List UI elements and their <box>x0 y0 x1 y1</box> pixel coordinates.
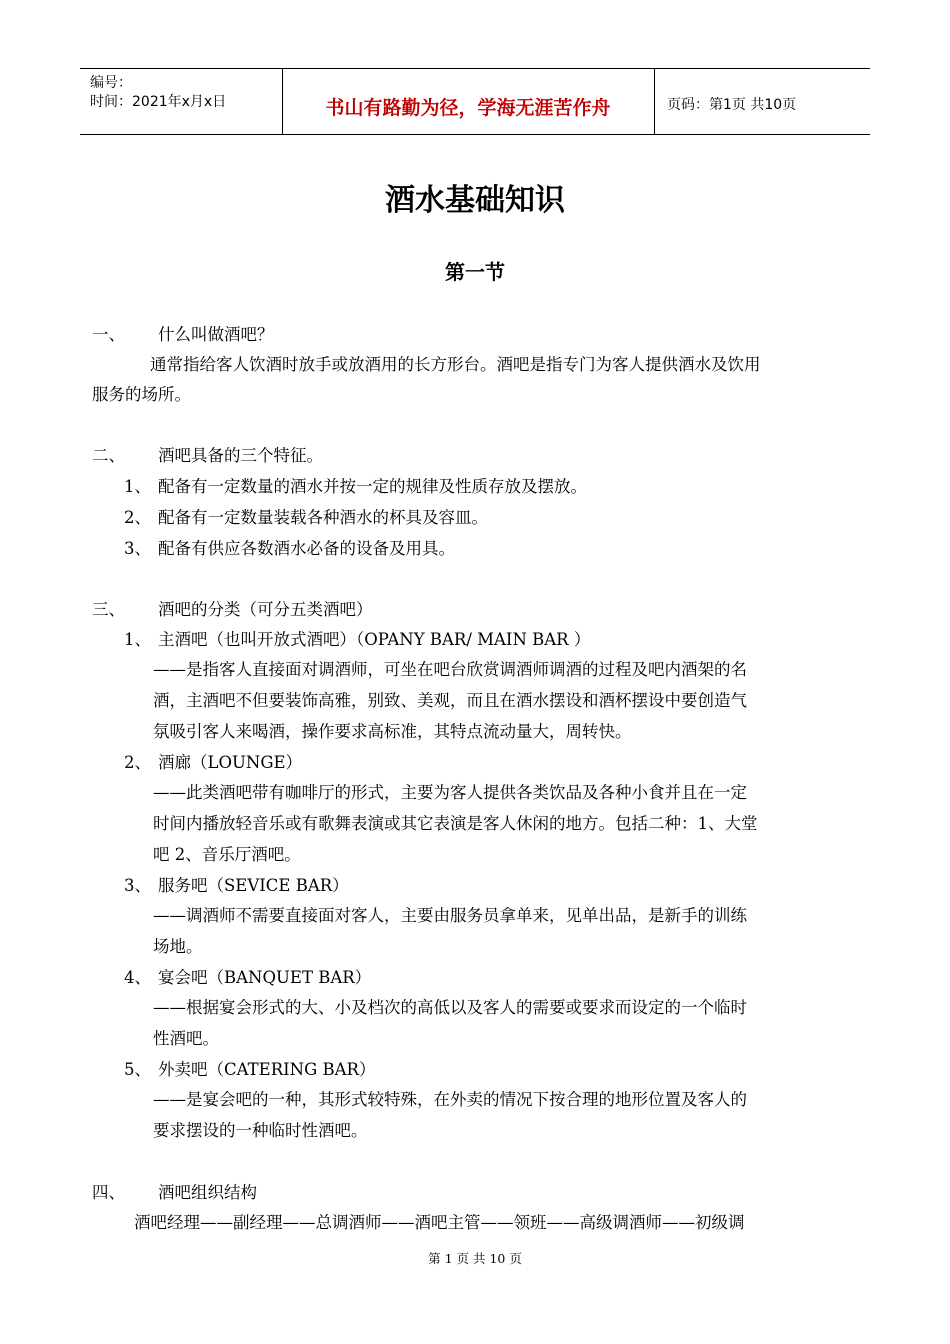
s2-number: 二、 <box>92 446 125 465</box>
header-info-cell <box>80 69 283 134</box>
bar-type-5-title: 外卖吧（CATERING BAR） <box>158 1060 376 1079</box>
bar-type-1-desc-line-2: 酒，主酒吧不但要装饰高雅，别致、美观，而且在酒水摆设和酒杯摆设中要创造气 <box>153 691 747 710</box>
bar-type-1-desc-line-1: ——是指客人直接面对调酒师，可坐在吧台欣赏调酒师调酒的过程及吧内酒架的名 <box>153 660 747 679</box>
page-label: 页码：第1页 共10页 <box>667 97 797 113</box>
bar-type-4-desc-line-1: ——根据宴会形式的大、小及档次的高低以及客人的需要或要求而设定的一个临时 <box>153 998 747 1017</box>
bar-type-1-desc-line-3: 氛吸引客人来喝酒，操作要求高标准，其特点流动量大，周转快。 <box>153 722 632 741</box>
bar-type-2-desc-line-1: ——此类酒吧带有咖啡厅的形式，主要为客人提供各类饮品及各种小食并且在一定 <box>153 783 747 802</box>
bar-type-2-desc-line-3: 吧 2、音乐厅酒吧。 <box>153 845 301 864</box>
code-label: 编号： <box>90 75 132 91</box>
bar-type-1-title: 主酒吧（也叫开放式酒吧）（OPANY BAR/ MAIN BAR ） <box>158 630 591 649</box>
bar-type-2-title: 酒廊（LOUNGE） <box>158 753 303 772</box>
bar-type-3-title: 服务吧（SEVICE BAR） <box>158 876 349 895</box>
bar-type-3-desc-line-2: 场地。 <box>153 937 203 956</box>
bar-type-1-number: 1、 <box>124 630 151 649</box>
s2-item-2-text: 配备有一定数量装载各种酒水的杯具及容皿。 <box>158 508 488 527</box>
bar-type-5-number: 5、 <box>124 1060 151 1079</box>
s4-heading: 酒吧组织结构 <box>158 1183 257 1202</box>
bar-type-3-desc-line-1: ——调酒师不需要直接面对客人，主要由服务员拿单来，见单出品，是新手的训练 <box>153 906 747 925</box>
bar-type-3-number: 3、 <box>124 876 151 895</box>
s4-number: 四、 <box>92 1183 125 1202</box>
motto: 书山有路勤为径，学海无涯苦作舟 <box>325 97 611 119</box>
s2-heading: 酒吧具备的三个特征。 <box>158 446 323 465</box>
bar-type-5-desc-line-2: 要求摆设的一种临时性酒吧。 <box>153 1121 368 1140</box>
date-label: 时间：2021年x月x日 <box>90 94 227 110</box>
section-heading: 第一节 <box>445 260 505 284</box>
bar-type-4-desc-line-2: 性酒吧。 <box>153 1029 219 1048</box>
document-title: 酒水基础知识 <box>385 183 565 218</box>
s3-number: 三、 <box>92 600 125 619</box>
s3-heading: 酒吧的分类（可分五类酒吧） <box>158 600 373 619</box>
s4-paragraph-line-1: 酒吧经理——副经理——总调酒师——酒吧主管——领班——高级调酒师——初级调 <box>134 1213 745 1232</box>
s2-item-1-text: 配备有一定数量的酒水并按一定的规律及性质存放及摆放。 <box>158 477 587 496</box>
s1-paragraph-line-1: 通常指给客人饮酒时放手或放酒用的长方形台。酒吧是指专门为客人提供酒水及饮用 <box>150 355 761 374</box>
s2-item-3-number: 3、 <box>124 539 151 558</box>
bar-type-4-number: 4、 <box>124 968 151 987</box>
s2-item-1-number: 1、 <box>124 477 151 496</box>
bar-type-4-title: 宴会吧（BANQUET BAR） <box>158 968 372 987</box>
s1-heading: 什么叫做酒吧？ <box>158 325 274 344</box>
s1-paragraph-line-2: 服务的场所。 <box>92 385 191 404</box>
s1-number: 一、 <box>92 325 125 344</box>
s2-item-3-text: 配备有供应各数酒水必备的设备及用具。 <box>158 539 455 558</box>
header-page-cell <box>655 69 870 134</box>
bar-type-2-desc-line-2: 时间内播放轻音乐或有歌舞表演或其它表演是客人休闲的地方。包括二种：1、大堂 <box>153 814 758 833</box>
page-footer: 第 1 页 共 10 页 <box>428 1251 522 1266</box>
bar-type-2-number: 2、 <box>124 753 151 772</box>
s2-item-2-number: 2、 <box>124 508 151 527</box>
header-motto-cell <box>282 69 655 134</box>
document-header <box>80 68 870 135</box>
bar-type-5-desc-line-1: ——是宴会吧的一种，其形式较特殊，在外卖的情况下按合理的地形位置及客人的 <box>153 1090 747 1109</box>
